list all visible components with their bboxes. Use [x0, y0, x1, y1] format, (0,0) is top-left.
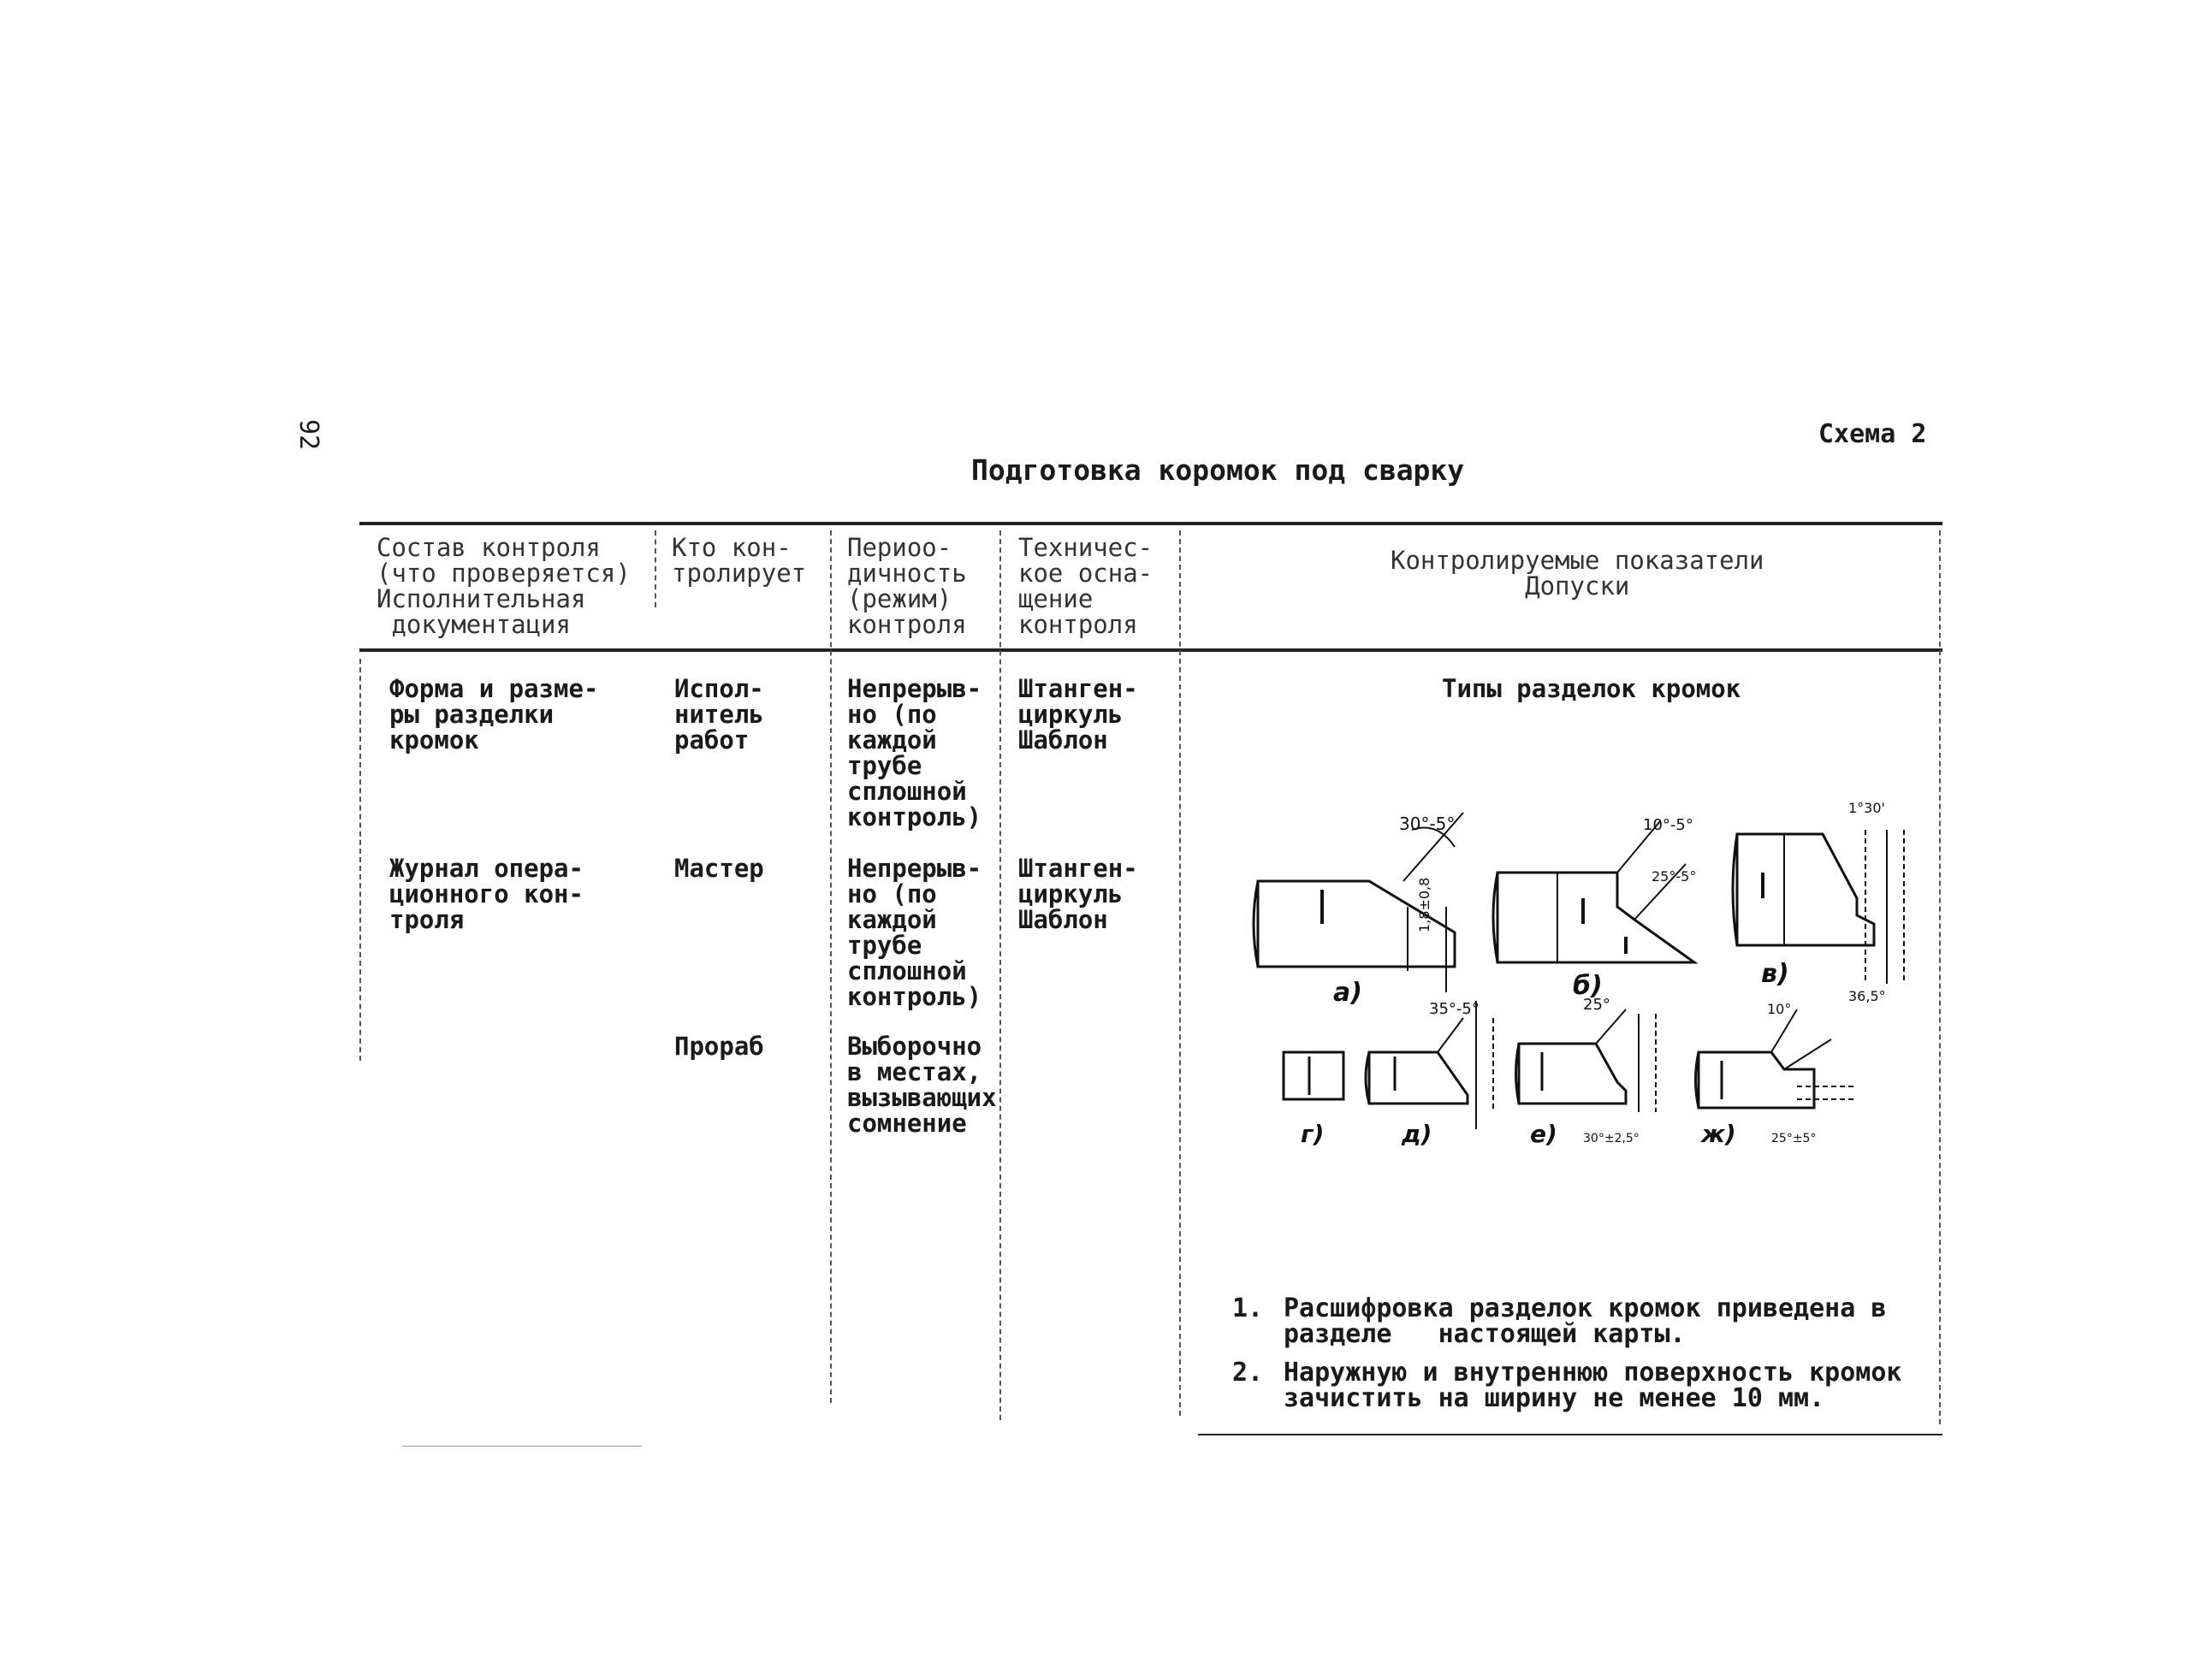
row1-tools: Штанген- циркуль Шаблон	[1018, 674, 1138, 755]
sketch-b	[1493, 816, 1696, 1001]
row1-period: Непрерыв- но (по каждой трубе сплошной контроль)	[847, 674, 982, 832]
sketch-g	[1284, 1052, 1343, 1148]
table-top-rule	[359, 522, 1942, 525]
header-periodicity: Периоо- дичность (режим) контроля	[847, 533, 967, 639]
header-what-checked: Состав контроля (что проверяется) Исполнительная документация	[377, 533, 631, 639]
angle-label-e2: 30°±2,5°	[1583, 1132, 1640, 1145]
column-divider-1	[655, 530, 656, 607]
row3-period: Выборочно в местах, вызывающих сомнение	[847, 1032, 997, 1138]
label-g: г)	[1301, 1120, 1325, 1148]
row3-who: Прораб	[674, 1032, 764, 1061]
angle-label-d: 35°-5°	[1429, 1000, 1480, 1018]
label-a: а)	[1333, 978, 1362, 1008]
sketch-e	[1516, 996, 1657, 1148]
sketch-v	[1733, 800, 1904, 1004]
angle-label-v: 1°30'	[1848, 800, 1885, 816]
label-v: в)	[1761, 959, 1789, 989]
angle-label-e: 25°	[1583, 996, 1610, 1014]
column-divider-3	[999, 530, 1001, 1420]
row2-who: Мастер	[674, 854, 764, 883]
table-bottom-rule	[1198, 1434, 1942, 1435]
label-zh: ж)	[1701, 1120, 1736, 1148]
note-2: Наружную и внутреннюю поверхность кромок зачистить на ширину не менее 10 мм.	[1284, 1358, 1902, 1413]
schema-label: Схема 2	[1818, 419, 1927, 449]
note-1: Расшифровка разделок кромок приведена в разделе настоящей карты.	[1284, 1293, 1887, 1349]
note-2-number: 2.	[1232, 1358, 1264, 1388]
angle-label-a: 30°-5°	[1399, 814, 1456, 834]
angle-label-zh: 10°	[1767, 1001, 1792, 1017]
edge-types-diagram	[1181, 796, 1938, 1155]
angle-label-b: 10°-5°	[1643, 816, 1693, 834]
note-1-number: 1.	[1232, 1293, 1264, 1323]
header-indicators: Контролируемые показатели Допуски	[1391, 546, 1764, 601]
angle-label-zh2: 25°±5°	[1771, 1132, 1817, 1145]
table-right-edge	[1939, 530, 1941, 1424]
sketch-zh	[1696, 1001, 1858, 1148]
label-e: е)	[1530, 1120, 1557, 1148]
sketch-a	[1254, 813, 1463, 1008]
header-bottom-rule	[359, 648, 1942, 652]
sketch-d	[1366, 1000, 1493, 1148]
row2-tools: Штанген- циркуль Шаблон	[1018, 854, 1138, 934]
diagram-title: Типы разделок кромок	[1442, 674, 1741, 703]
label-d: д)	[1402, 1120, 1432, 1148]
angle-label-v2: 36,5°	[1848, 988, 1886, 1004]
table-left-edge	[359, 659, 361, 1061]
angle-label-b2: 25°-5°	[1652, 868, 1697, 885]
document-title: Подготовка коромок под сварку	[971, 453, 1465, 487]
table-bottom-rule-left	[402, 1446, 642, 1447]
page-number: 92	[294, 419, 323, 451]
row2-what: Журнал опера- ционного кон- троля	[389, 854, 584, 934]
row1-what: Форма и разме- ры разделки кромок	[389, 674, 599, 755]
row1-who: Испол- нитель работ	[674, 674, 764, 755]
dim-label-a: 1,8±0,8	[1416, 877, 1432, 932]
label-b: б)	[1573, 971, 1603, 1001]
header-who-checks: Кто кон- тролирует	[672, 533, 807, 588]
row2-period: Непрерыв- но (по каждой трубе сплошной контроль)	[847, 854, 982, 1011]
header-equipment: Техничес- кое осна- щение контроля	[1018, 533, 1153, 639]
column-divider-2	[830, 530, 832, 1403]
